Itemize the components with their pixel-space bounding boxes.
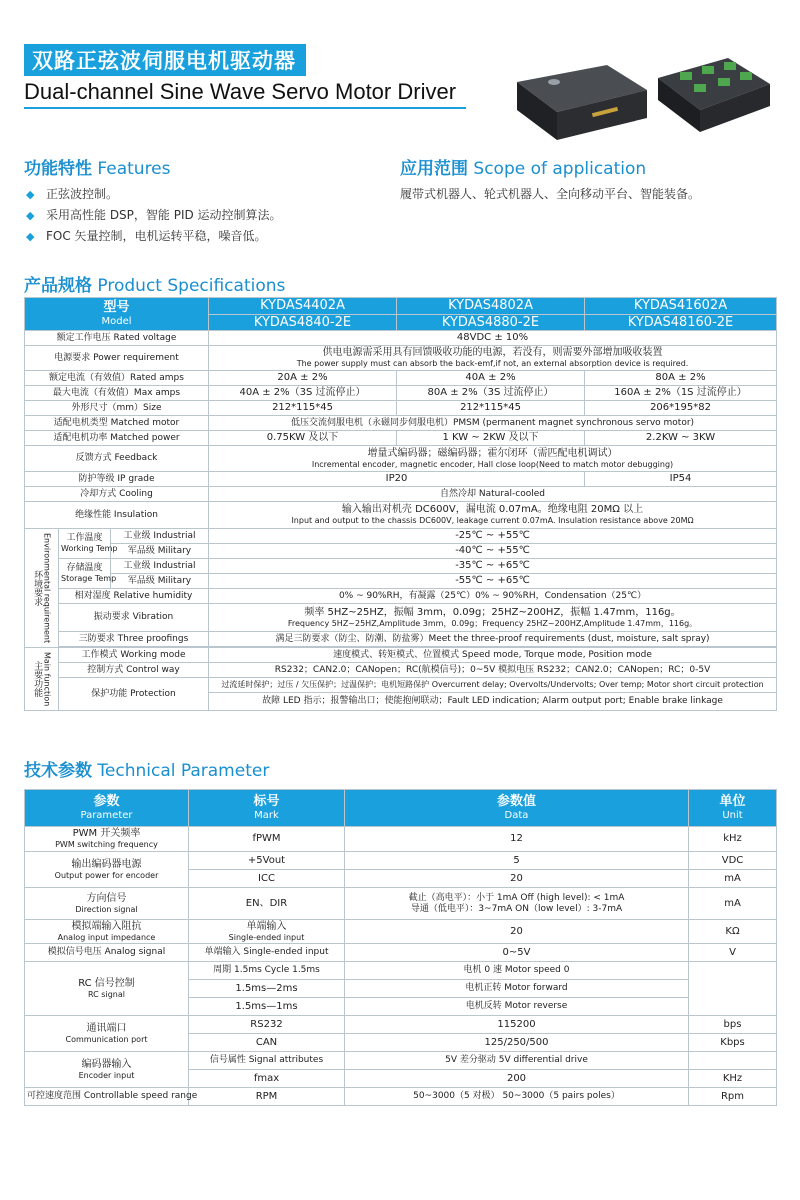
rated-voltage-value: 48VDC ± 10%: [209, 331, 777, 346]
scope-text: 履带式机器人、轮式机器人、全向移动平台、智能装备。: [400, 187, 701, 201]
humidity-label: 相对湿度 Relative humidity: [59, 589, 209, 604]
military-label: 军品级 Military: [111, 574, 209, 589]
features-list: [26, 184, 282, 247]
speed-unit: Rpm: [689, 1088, 777, 1106]
fault-value: 故障 LED 指示；报警输出口；使能抱闸联动；Fault LED indication; Alarm output port; Enable brake linkage: [209, 693, 777, 711]
rc-data-1: 电机 0 速 Motor speed 0: [345, 962, 689, 980]
direction-label: 方向信号 Direction signal: [25, 888, 189, 920]
driver-open-board-image: [650, 54, 775, 134]
model-header: 型号 Model: [25, 298, 209, 331]
size-1: 212*115*45: [209, 401, 397, 416]
speed-mark: RPM: [189, 1088, 345, 1106]
encoder-power-unit-2: mA: [689, 870, 777, 888]
encoder-in-mark-2: fmax: [189, 1070, 345, 1088]
feature-item: ◆ FOC 矢量控制，电机运转平稳，噪音低。: [26, 226, 282, 247]
diamond-bullet-icon: ◆: [26, 209, 35, 222]
title-underline: [24, 107, 466, 109]
analog-imp-label: 模拟端输入阻抗 Analog input impedance: [25, 920, 189, 944]
rc-label: RC 信号控制 RC signal: [25, 962, 189, 1016]
features-heading-en: Features: [97, 159, 171, 179]
row-label: 防护等级 IP grade: [25, 472, 209, 487]
row-label: 额定工作电压 Rated voltage: [25, 331, 209, 346]
three-proof-label: 三防要求 Three proofings: [59, 632, 209, 647]
encoder-power-data-1: 5: [345, 852, 689, 870]
row-label: 反馈方式 Feedback: [25, 446, 209, 472]
vibration-label: 振动要求 Vibration: [59, 604, 209, 632]
matched-power-1: 0.75KW 及以下: [209, 431, 397, 446]
title-en: Dual-channel Sine Wave Servo Motor Driver: [24, 79, 457, 104]
driver-product-image: [512, 60, 652, 145]
matched-power-3: 2.2KW ~ 3KW: [585, 431, 777, 446]
speed-label: 可控速度范围 Controllable speed range: [25, 1088, 189, 1106]
row-label: 电源要求 Power requirement: [25, 346, 209, 371]
feature-item: ◆ 采用高性能 DSP，智能 PID 运动控制算法。: [26, 205, 282, 226]
mode-label: 工作模式 Working mode: [59, 648, 209, 663]
direction-unit: mA: [689, 888, 777, 920]
encoder-power-unit-1: VDC: [689, 852, 777, 870]
tech-header-parameter: 参数 Parameter: [25, 790, 189, 827]
tech-header-data: 参数值 Data: [345, 790, 689, 827]
rc-mark-1: 周期 1.5ms Cycle 1.5ms: [189, 962, 345, 980]
encoder-in-unit-2: KHz: [689, 1070, 777, 1088]
matched-motor-value: 低压交流伺服电机（永磁同步伺服电机）PMSM (permanent magnet synchronous servo motor): [209, 416, 777, 431]
specs-table: [24, 297, 777, 711]
encoder-power-mark-2: ICC: [189, 870, 345, 888]
working-temp-label: 工作温度 Working Temp: [59, 529, 111, 559]
row-label: 额定电流（有效值）Rated amps: [25, 371, 209, 386]
matched-power-2: 1 KW ~ 2KW 及以下: [397, 431, 585, 446]
analog-sig-label: 模拟信号电压 Analog signal: [25, 944, 189, 962]
work-military-value: -40℃ ~ +55℃: [209, 544, 777, 559]
comm-label: 通讯端口 Communication port: [25, 1016, 189, 1052]
insulation-value: 输入输出对机壳 DC600V，漏电流 0.07mA。绝缘电阻 20MΩ 以上 Input and output to the chassis DC600V, leakage current 0.07mA. Insulation resistance above 20MΩ: [209, 502, 777, 529]
model-top-2: KYDAS4802A: [397, 298, 585, 315]
encoder-in-data-2: 200: [345, 1070, 689, 1088]
max-current-1: 40A ± 2%（3S 过流停止）: [209, 386, 397, 401]
rc-data-2: 电机正转 Motor forward: [345, 980, 689, 998]
rc-data-3: 电机反转 Motor reverse: [345, 998, 689, 1016]
specs-heading-cn: 产品规格: [24, 276, 92, 296]
features-heading: [24, 154, 171, 179]
row-label: 适配电机功率 Matched power: [25, 431, 209, 446]
env-group-label: 环境要求 Environmental requirement: [25, 529, 59, 648]
direction-mark: EN、DIR: [189, 888, 345, 920]
row-label: 最大电流（有效值）Max amps: [25, 386, 209, 401]
rc-mark-3: 1.5ms—1ms: [189, 998, 345, 1016]
features-heading-cn: 功能特性: [24, 159, 92, 179]
protect-label: 保护功能 Protection: [59, 678, 209, 711]
tech-heading: [24, 756, 269, 781]
rated-current-2: 40A ± 2%: [397, 371, 585, 386]
max-current-3: 160A ± 2%（1S 过流停止）: [585, 386, 777, 401]
model-top-3: KYDAS41602A: [585, 298, 777, 315]
func-group-label: 主要功能 Main function: [25, 648, 59, 711]
max-current-2: 80A ± 2%（3S 过流停止）: [397, 386, 585, 401]
comm-data-2: 125/250/500: [345, 1034, 689, 1052]
direction-data: 截止（高电平）：小于 1mA Off (high level): < 1mA 导通（低电平）：3~7mA ON（low level）: 3-7mA: [345, 888, 689, 920]
three-proof-value: 满足三防要求（防尘、防潮、防盐雾）Meet the three-proof requirements (dust, moisture, salt spray): [209, 632, 777, 647]
pwm-data: 12: [345, 827, 689, 852]
storage-temp-label: 存储温度 Storage Temp: [59, 559, 111, 589]
specs-heading: [24, 271, 285, 296]
work-industrial-value: -25℃ ~ +55℃: [209, 529, 777, 544]
speed-data: 50~3000（5 对极） 50~3000（5 pairs poles）: [345, 1088, 689, 1106]
row-label: 外形尺寸（mm）Size: [25, 401, 209, 416]
scope-heading: [400, 154, 646, 179]
size-3: 206*195*82: [585, 401, 777, 416]
diamond-bullet-icon: ◆: [26, 230, 35, 243]
model-bottom-3: KYDAS48160-2E: [585, 314, 777, 331]
comm-mark-2: CAN: [189, 1034, 345, 1052]
pwm-label: PWM 开关频率 PWM switching frequency: [25, 827, 189, 852]
encoder-in-unit-1: [689, 1052, 777, 1070]
cooling-value: 自然冷却 Natural-cooled: [209, 487, 777, 502]
scope-heading-cn: 应用范围: [400, 159, 468, 179]
analog-sig-mark: 单端输入 Single-ended input: [189, 944, 345, 962]
power-req-value: 供电电源需采用具有回馈吸收功能的电源，若没有，则需要外部增加吸收装置 The power supply must can absorb the back-emf,if not, an external absorption device is required.: [209, 346, 777, 371]
analog-imp-unit: KΩ: [689, 920, 777, 944]
title-cn: 双路正弦波伺服电机驱动器: [24, 44, 306, 76]
encoder-power-label: 输出编码器电源 Output power for encoder: [25, 852, 189, 888]
analog-sig-data: 0~5V: [345, 944, 689, 962]
comm-unit-2: Kbps: [689, 1034, 777, 1052]
pwm-mark: fPWM: [189, 827, 345, 852]
industrial-label: 工业级 Industrial: [111, 529, 209, 544]
military-label: 军品级 Military: [111, 544, 209, 559]
model-bottom-1: KYDAS4840-2E: [209, 314, 397, 331]
tech-heading-cn: 技术参数: [24, 761, 92, 781]
rc-unit: [689, 962, 777, 1016]
pwm-unit: kHz: [689, 827, 777, 852]
scope-heading-en: Scope of application: [473, 159, 647, 179]
control-label: 控制方式 Control way: [59, 663, 209, 678]
analog-imp-mark: 单端输入 Single-ended input: [189, 920, 345, 944]
diamond-bullet-icon: ◆: [26, 188, 35, 201]
rc-mark-2: 1.5ms—2ms: [189, 980, 345, 998]
specs-heading-en: Product Specifications: [97, 276, 286, 296]
comm-data-1: 115200: [345, 1016, 689, 1034]
feature-item: ◆ 正弦波控制。: [26, 184, 282, 205]
rated-current-3: 80A ± 2%: [585, 371, 777, 386]
store-military-value: -55℃ ~ +65℃: [209, 574, 777, 589]
feedback-value: 增量式编码器；磁编码器；霍尔闭环（需匹配电机调试） Incremental encoder, magnetic encoder, Hall close loop(Need to match motor debugging): [209, 446, 777, 472]
model-bottom-2: KYDAS4880-2E: [397, 314, 585, 331]
row-label: 适配电机类型 Matched motor: [25, 416, 209, 431]
tech-heading-en: Technical Parameter: [97, 761, 270, 781]
rated-current-1: 20A ± 2%: [209, 371, 397, 386]
industrial-label: 工业级 Industrial: [111, 559, 209, 574]
comm-unit-1: bps: [689, 1016, 777, 1034]
tech-header-unit: 单位 Unit: [689, 790, 777, 827]
ip-value-2: IP54: [585, 472, 777, 487]
encoder-power-data-2: 20: [345, 870, 689, 888]
encoder-in-data-1: 5V 差分驱动 5V differential drive: [345, 1052, 689, 1070]
encoder-in-label: 编码器输入 Encoder input: [25, 1052, 189, 1088]
store-industrial-value: -35℃ ~ +65℃: [209, 559, 777, 574]
encoder-in-mark-1: 信号属性 Signal attributes: [189, 1052, 345, 1070]
row-label: 绝缘性能 Insulation: [25, 502, 209, 529]
analog-sig-unit: V: [689, 944, 777, 962]
control-value: RS232；CAN2.0；CANopen；RC(航模信号)；0~5V 模拟电压 RS232；CAN2.0；CANopen；RC；0-5V: [209, 663, 777, 678]
row-label: 冷却方式 Cooling: [25, 487, 209, 502]
ip-value-1: IP20: [209, 472, 585, 487]
tech-table: [24, 789, 777, 1106]
humidity-value: 0% ~ 90%RH，有凝露（25℃）0% ~ 90%RH，Condensation（25℃）: [209, 589, 777, 604]
size-2: 212*115*45: [397, 401, 585, 416]
encoder-power-mark-1: +5Vout: [189, 852, 345, 870]
comm-mark-1: RS232: [189, 1016, 345, 1034]
model-top-1: KYDAS4402A: [209, 298, 397, 315]
tech-header-mark: 标号 Mark: [189, 790, 345, 827]
analog-imp-data: 20: [345, 920, 689, 944]
vibration-value: 频率 5HZ~25HZ，振幅 3mm，0.09g；25HZ~200HZ，振幅 1.47mm，116g。 Frequency 5HZ~25HZ,Amplitude 3mm，0.09g；Frequency 25HZ~200HZ,Amplitude 1.47mm，116g。: [209, 604, 777, 632]
protect-value: 过流延时保护；过压 / 欠压保护；过温保护；电机短路保护 Overcurrent delay; Overvolts/Undervolts; Over temp; Motor short circuit protection: [209, 678, 777, 693]
mode-value: 速度模式、转矩模式、位置模式 Speed mode, Torque mode, Position mode: [209, 648, 777, 663]
